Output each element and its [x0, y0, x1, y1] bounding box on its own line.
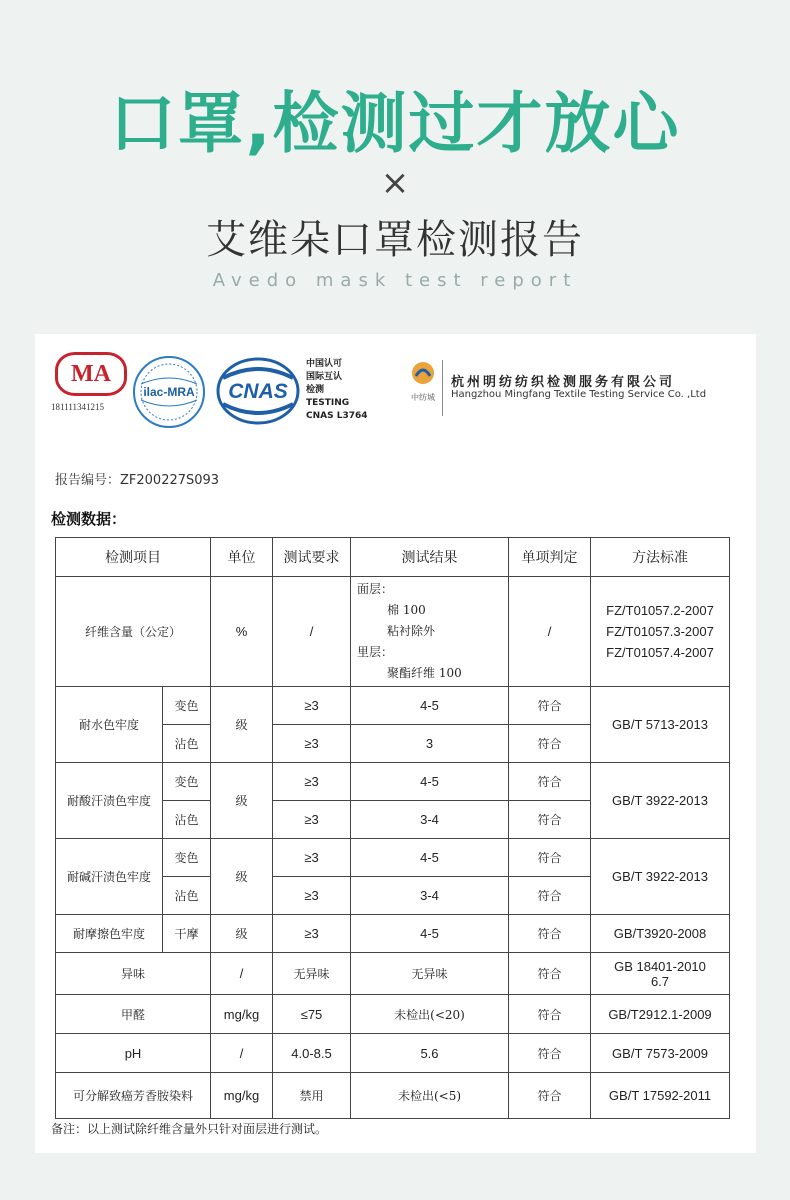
table-row: 甲醛 mg/kg ≤75 未检出(<20) 符合 GB/T2912.1-2009: [56, 995, 730, 1034]
ilac-text: ilac-MRA: [143, 385, 195, 399]
header-unit: 单位: [211, 538, 273, 577]
table-row: 沾色 ≥3 3-4 符合: [56, 801, 730, 839]
company-name-cn: 杭州明纺纺织检测服务有限公司: [451, 375, 676, 390]
section-title: 检测数据：: [51, 510, 127, 528]
table-row: 沾色 ≥3 3 符合: [56, 725, 730, 763]
header-standard: 方法标准: [591, 538, 730, 577]
table-header-row: [56, 538, 730, 577]
header-judgement: 单项判定: [509, 538, 591, 577]
cma-mark: MA: [55, 352, 127, 396]
times-symbol: ×: [380, 163, 410, 203]
certification-logos: [35, 334, 756, 444]
cma-number: 181111341215: [51, 402, 104, 412]
results-table: [55, 537, 730, 1119]
cnas-accreditation-text: 中国认可 国际互认 检测 TESTING CNAS L3764: [306, 359, 368, 421]
hangzhou-badge-text: 中纺城: [411, 393, 435, 402]
report-note: 备注：以上测试除纤维含量外只针对面层进行测试。: [51, 1122, 328, 1136]
table-row: 异味 / 无异味 无异味 符合 GB 18401-2010 6.7: [56, 953, 730, 995]
cnas-mark: CNAS: [228, 380, 288, 403]
header-result: 测试结果: [351, 538, 509, 577]
english-subtitle: Avedo mask test report: [212, 270, 578, 291]
table-row: 耐酸汗渍色牢度 变色 级 ≥3 4-5 符合 GB/T 3922-2013: [56, 763, 730, 801]
table-row: 可分解致癌芳香胺染料 mg/kg 禁用 未检出(<5) 符合 GB/T 17592-2011: [56, 1073, 730, 1119]
table-row: 耐水色牢度 变色 级 ≥3 4-5 符合 GB/T 5713-2013: [56, 687, 730, 725]
fiber-result: 面层： 棉 100 粘衬除外 里层： 聚酯纤维 100: [351, 577, 509, 687]
cma-logo: [51, 352, 131, 412]
table-row: pH / 4.0-8.5 5.6 符合 GB/T 7573-2009: [56, 1034, 730, 1073]
table-row: 耐摩擦色牢度 干摩 级 ≥3 4-5 符合 GB/T3920-2008: [56, 915, 730, 953]
header-item: 检测项目: [56, 538, 211, 577]
report-number: 报告编号：ZF200227S093: [55, 473, 220, 488]
test-report-document: [35, 334, 756, 1153]
table-row: 沾色 ≥3 3-4 符合: [56, 877, 730, 915]
table-row: 纤维含量（公定） % / 面层： 棉 100 粘衬除外 里层： 聚酯纤维 100 / FZ/T01057.2-2007 FZ/T01057.3-2007 FZ/T01057.4-2007: [56, 577, 730, 687]
hangzhou-logo: [403, 360, 443, 403]
company-name-en: Hangzhou Mingfang Textile Testing Service Co. ,Ltd: [451, 389, 707, 400]
fiber-standards: FZ/T01057.2-2007 FZ/T01057.3-2007 FZ/T01057.4-2007: [591, 577, 730, 687]
header-requirement: 测试要求: [273, 538, 351, 577]
report-subtitle: 艾维朵口罩检测报告: [206, 217, 584, 263]
logo-divider: [442, 360, 443, 416]
hero-title: 口罩,检测过才放心: [109, 85, 681, 162]
hangzhou-emblem-icon: [410, 360, 436, 386]
table-row: 耐碱汗渍色牢度 变色 级 ≥3 4-5 符合 GB/T 3922-2013: [56, 839, 730, 877]
ilac-mra-logo: [131, 354, 207, 434]
cnas-logo: [215, 356, 301, 430]
